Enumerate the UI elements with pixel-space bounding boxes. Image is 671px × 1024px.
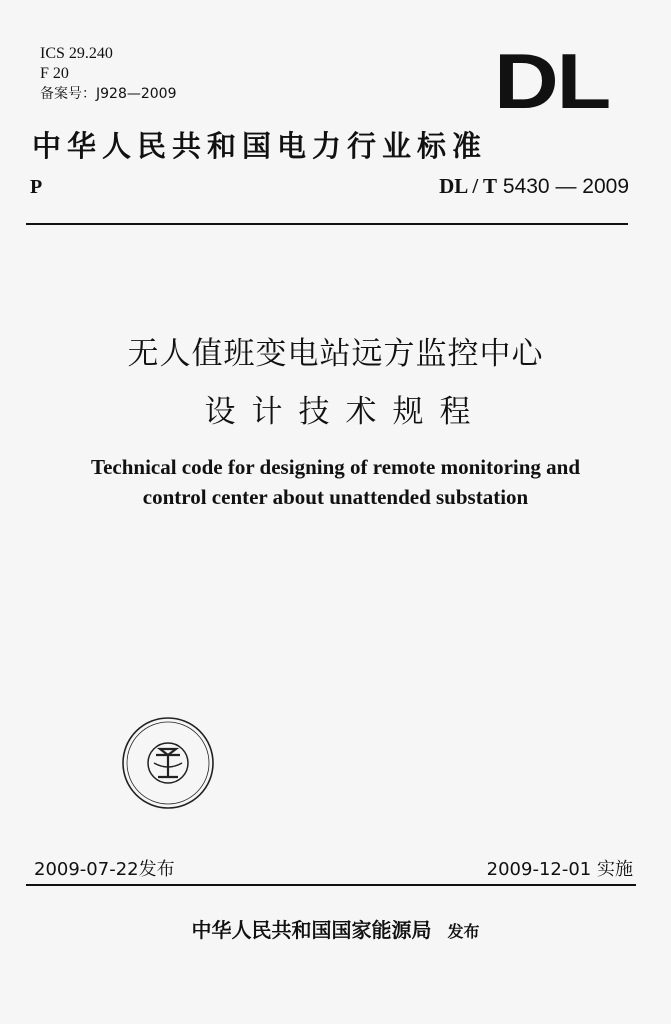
dl-logo: DL [494, 37, 609, 125]
title-cn-line2: 设计技术规程 [204, 394, 487, 430]
standard-name: 中华人民共和国电力行业标准 [32, 129, 488, 163]
title-en-line1: Technical code for designing of remote monitoring and [90, 455, 581, 479]
effective-date: 2009-12-01 实施 [486, 859, 633, 880]
classification-block [40, 44, 176, 104]
ccs-code: F 20 [40, 65, 69, 82]
standard-number [439, 174, 629, 199]
standard-prefix: DL / T [439, 174, 498, 198]
standard-code: 5430 — 2009 [502, 175, 629, 198]
publisher-line [0, 914, 671, 943]
category-code: P [30, 176, 43, 198]
title-cn-line1: 无人值班变电站远方监控中心 [127, 336, 544, 372]
filing-number: 备案号：J928—2009 [40, 86, 177, 102]
title-en [0, 452, 671, 512]
publish-date: 2009-07-22发布 [34, 859, 175, 880]
publisher-name: 中华人民共和国国家能源局 [191, 918, 432, 942]
bottom-divider [26, 884, 636, 886]
ics-code: ICS 29.240 [40, 45, 113, 62]
top-divider [26, 223, 628, 225]
publisher-seal-icon [120, 715, 216, 811]
title-en-line2: control center about unattended substation [142, 485, 529, 509]
publisher-action: 发布 [447, 922, 480, 941]
